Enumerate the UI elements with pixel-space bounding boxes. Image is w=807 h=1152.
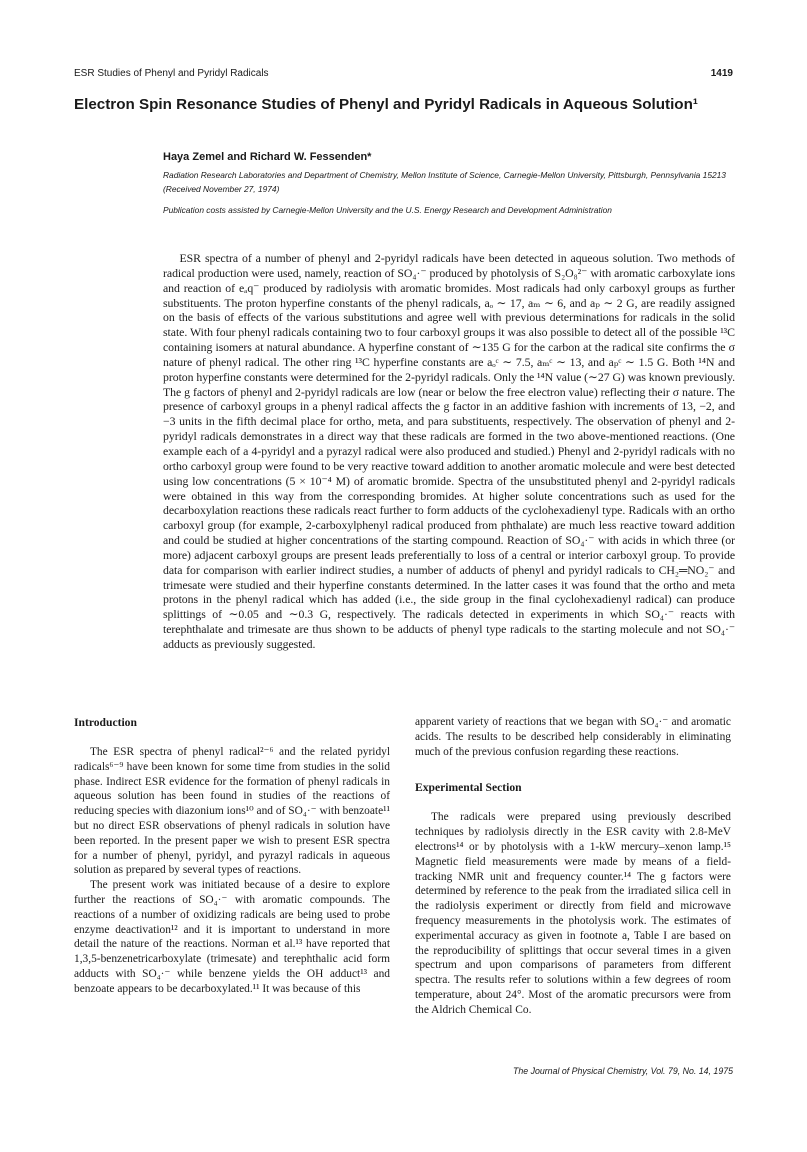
article-title: Electron Spin Resonance Studies of Phenyl and Pyridyl Radicals in Aqueous Solution¹ xyxy=(74,96,698,113)
running-head: ESR Studies of Phenyl and Pyridyl Radicals xyxy=(74,68,269,79)
experimental-paragraph-1: The radicals were prepared using previously described techniques by radiolysis directly in the ESR cavity with 2.8-MeV electrons¹⁴ or by photolysis with a 1-kW mercury–xenon lamp.¹⁵ Magnetic field measurements were made by means of a field-tracking NMR unit and frequency counter.¹⁴ The g factors were determined by reference to the peak from the irradiated silica cell in the radiolysis experiment or directly from field and microwave frequency measurements in the photolysis work. The estimates of experimental accuracy as given in footnote a, Table I are based on the reproducibility of splittings that occur several times in a given spectrum and upon comparisons of parameters from different spectra. The results refer to solutions within a few degrees of room temperature, about 24°. Most of the aromatic precursors were from the Aldrich Chemical Co. xyxy=(415,811,731,1016)
funding-note: Publication costs assisted by Carnegie-Mellon University and the U.S. Energy Research and Development Administration xyxy=(163,205,612,215)
right-column xyxy=(415,715,731,1018)
page-number: 1419 xyxy=(710,68,733,79)
left-column xyxy=(74,715,390,997)
introduction-heading: Introduction xyxy=(74,716,137,729)
introduction-paragraph-1: The ESR spectra of phenyl radical²⁻⁶ and the related pyridyl radicals⁶⁻⁹ have been known for some time from studies in the solid phase. Indirect ESR evidence for the formation of phenyl radicals in aqueous solution has been found in studies of the reactions of reducing species with diazonium ions¹⁰ and of SO₄·⁻ with benzoate¹¹ but no direct ESR observations of phenyl radicals in solution have been reported. In the present paper we wish to present ESR spectra for a number of phenyl, pyridyl, and pyrazyl radicals in aqueous solution as prepared by several types of reactions. xyxy=(74,746,390,877)
introduction-continuation: apparent variety of reactions that we began with SO₄·⁻ and aromatic acids. The results to be described help considerably in eliminating much of the previous confusion regarding these reactions. xyxy=(415,716,731,758)
abstract: ESR spectra of a number of phenyl and 2-pyridyl radicals have been detected in aqueous solution. Two methods of radical production were used, namely, reaction of SO₄·⁻ produced by photolysis of S₂O₈²⁻ with aromatic carboxylate ions and reaction of eₐq⁻ produced by radiolysis with aromatic bromides. Most radicals had only carboxyl groups as further substituents. The proton hyperfine constants of the phenyl radicals, aₒ ∼ 17, aₘ ∼ 6, and aₚ ∼ 2 G, are readily assigned on the basis of effects of the various substitutions and agree well with previous determinations for radicals in the solid state. With four phenyl radicals containing two to four carboxyl groups it was also possible to detect all of the possible ¹³C containing isomers at natural abundance. A hyperfine constant of ∼135 G for the carbon at the radical site confirms the σ nature of phenyl radical. The other ring ¹³C hyperfine constants are aₒᶜ ∼ 7.5, aₘᶜ ∼ 13, and aₚᶜ ∼ 1.5 G. Both ¹⁴N and proton hyperfine constants were determined for the 2-pyridyl radicals. Only the ¹⁴N value (∼27 G) was known previously. The g factors of phenyl and 2-pyridyl radicals are low (near or below the free electron value) reflecting their σ nature. The presence of carboxyl groups in a phenyl radical affects the g factor in an additive fashion with increments of 13, −2, and −3 units in the fifth decimal place for ortho, meta, and para substituents, respectively. The observation of phenyl and 2-pyridyl radicals demonstrates in a direct way that these radicals are formed in the two above-mentioned reactions. (One example each of a 4-pyridyl and a pyrazyl radical were also produced and studied.) Phenyl and 2-pyridyl radicals with no ortho carboxyl group were found to be very reactive toward addition to another aromatic molecule and were best detected using low concentrations (5 × 10⁻⁴ M) of aromatic bromide. Spectra of the unsubstituted phenyl and 2-pyridyl radicals were obtained in this way from the corresponding bromides. At higher solute concentrations such as used for the decarboxylation reactions these radicals react further to form adducts of the cyclohexadienyl type. Radicals with an ortho carboxyl group (for example, 2-carboxylphenyl radical produced from phthalate) are much less reactive toward addition and could be studied at higher concentrations of the starting compound. Reaction of SO₄·⁻ with acids in which three (or more) adjacent carboxyl groups are present leads preferentially to loss of a central or interior carboxyl group. To provide data for comparison with earlier indirect studies, a number of adducts of phenyl and pyridyl radicals to CH₂═NO₂⁻ and trimesate were studied and their hyperfine constants determined. In the latter cases it was found that the ortho and meta protons in the phenyl radical which has added (i.e., the side group in the final cyclohexadienyl radical) can produce splittings of ∼0.05 and ∼0.3 G, respectively. The radicals detected in experiments in which SO₄·⁻ reacts with terephthalate and trimesate are thus shown to be adducts of phenyl type radicals to the starting molecule and not SO₄·⁻ adducts as previously suggested. xyxy=(163,251,736,651)
introduction-paragraph-2: The present work was initiated because of a desire to explore further the reactions of SO₄·⁻ with aromatic compounds. The reactions of a number of oxidizing radicals are being used to probe enzyme deactivation¹² and it is important to understand in more detail the nature of the reactions. Norman et al.¹³ have reported that 1,3,5-benzenetricarboxylate (trimesate) and terephthalic acid form adducts with SO₄·⁻ while benzene yields the OH adduct¹³ and benzoate appears to be decarboxylated.¹¹ It was because of this xyxy=(74,879,390,995)
author-affiliation: Radiation Research Laboratories and Department of Chemistry, Mellon Institute of Science, Carnegie-Mellon University, Pittsburgh, Pennsylvania 15213 (Received November 27, 1974) xyxy=(163,170,726,194)
author-list: Haya Zemel and Richard W. Fessenden* xyxy=(163,151,372,163)
experimental-heading: Experimental Section xyxy=(415,781,522,795)
journal-footer: The Journal of Physical Chemistry, Vol. 79, No. 14, 1975 xyxy=(512,1066,733,1076)
